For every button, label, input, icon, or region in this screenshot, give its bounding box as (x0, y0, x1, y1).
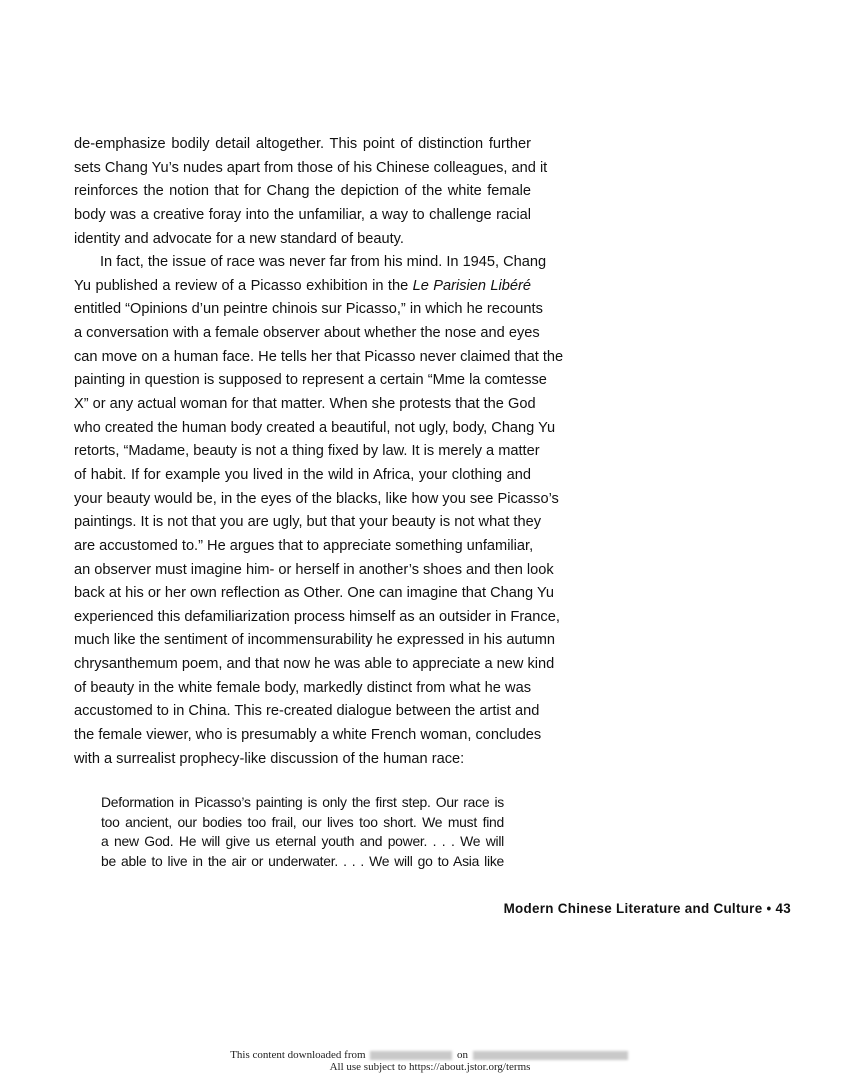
text-line: painting in question is supposed to represent a certain “Mme la comtesse (74, 372, 547, 389)
text-line: experienced this defamiliarization process himself as an outsider in France, (74, 608, 560, 625)
page-number: 43 (775, 901, 791, 916)
text-line: an observer must imagine him- or herself in another’s shoes and then look (74, 561, 554, 578)
text-line: X” or any actual woman for that matter. When she protests that the God (74, 396, 536, 413)
text-line: a conversation with a female observer about whether the nose and eyes (74, 325, 540, 342)
quote-line: be able to live in the air or underwater. . . . We will go to Asia like (101, 852, 504, 869)
text-line: who created the human body created a beautiful, not ugly, body, Chang Yu (74, 419, 556, 436)
quote-line: too ancient, our bodies too frail, our lives too short. We must find (101, 813, 504, 830)
text-line: paintings. It is not that you are ugly, but that your beauty is not what they (74, 514, 542, 531)
text-line: with a surrealist prophecy-like discussion of the human race: (74, 750, 465, 767)
text-line: your beauty would be, in the eyes of the blacks, like how you see Picasso’s (74, 490, 559, 507)
text-line: In fact, the issue of race was never far from his mind. In 1945, Chang (100, 254, 547, 271)
blockquote (101, 793, 504, 871)
text-run: Yu published a review of a Picasso exhibition in the (74, 277, 413, 294)
text-line: back at his or her own reflection as Other. One can imagine that Chang Yu (74, 585, 554, 602)
redacted-date (473, 1051, 628, 1060)
text-line: reinforces the notion that for Chang the depiction of the white female (74, 183, 531, 200)
text-line (74, 275, 531, 299)
text-line: chrysanthemum poem, and that now he was able to appreciate a new kind (74, 656, 555, 673)
text-line: de-emphasize bodily detail altogether. This point of distinction further (74, 136, 531, 152)
separator-bullet: • (766, 901, 772, 916)
text-line: much like the sentiment of incommensurability he expressed in his autumn (74, 632, 556, 649)
jstor-notice (0, 1049, 860, 1073)
text-line: body was a creative foray into the unfamiliar, a way to challenge racial (74, 206, 531, 223)
text-line: accustomed to in China. This re-created dialogue between the artist and (74, 703, 540, 720)
quote-line: a new God. He will give us eternal youth and power. . . . We will (101, 833, 504, 850)
download-line (0, 1049, 860, 1061)
text-line: are accustomed to.” He argues that to appreciate something unfamiliar, (74, 537, 534, 554)
download-text: This content downloaded from (230, 1049, 366, 1061)
text-line: entitled “Opinions d’un peintre chinois sur Picasso,” in which he recounts (74, 301, 543, 318)
redacted-ip (370, 1051, 452, 1060)
terms-line: All use subject to https://about.jstor.org/terms (329, 1061, 531, 1073)
text-line: can move on a human face. He tells her that Picasso never claimed that the (74, 348, 564, 365)
text-line: the female viewer, who is presumably a white French woman, concludes (74, 727, 542, 744)
publication-title: Le Parisien Libéré (412, 277, 531, 294)
running-footer (504, 901, 791, 916)
body-text (74, 133, 564, 771)
quote-line: Deformation in Picasso’s painting is only the first step. Our race is (101, 794, 504, 810)
text-line: sets Chang Yu’s nudes apart from those of his Chinese colleagues, and it (74, 159, 548, 176)
journal-name: Modern Chinese Literature and Culture (503, 901, 763, 916)
text-line: of habit. If for example you lived in the wild in Africa, your clothing and (74, 466, 531, 483)
text-line: retorts, “Madame, beauty is not a thing fixed by law. It is merely a matter (74, 443, 540, 460)
text-line: of beauty in the white female body, markedly distinct from what he was (74, 679, 531, 696)
text-line: identity and advocate for a new standard of beauty. (74, 230, 404, 247)
download-on: on (457, 1049, 469, 1061)
